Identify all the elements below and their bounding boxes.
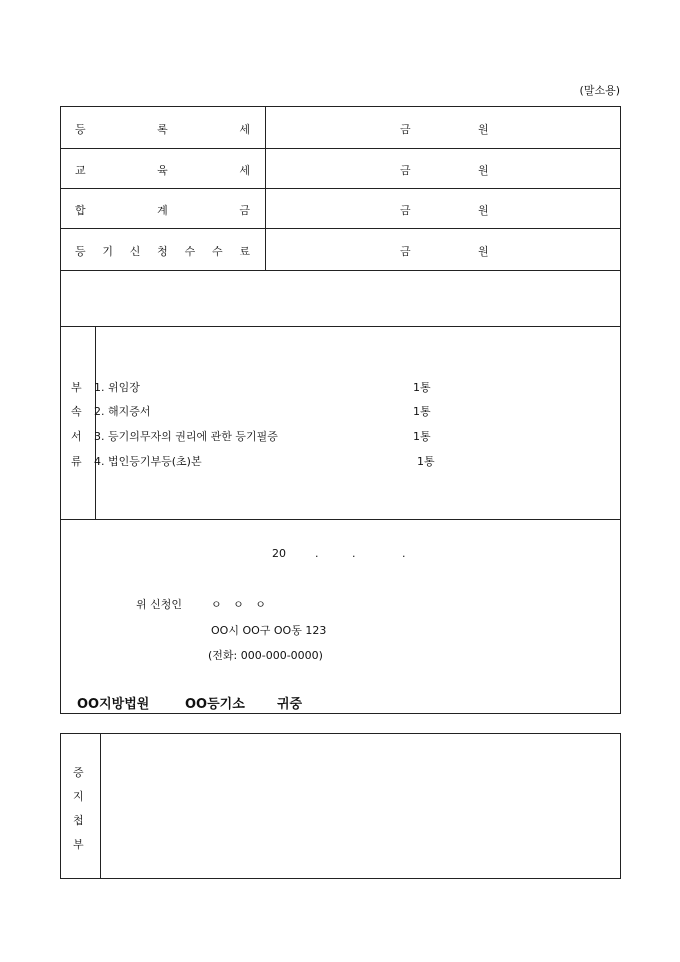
amount-unit: 원: [478, 164, 489, 177]
registry-office: OO등기소: [185, 697, 245, 712]
amount-unit: 원: [478, 123, 489, 136]
amount-prefix: 금: [400, 204, 411, 217]
addressee: 귀중: [277, 697, 303, 712]
applicant-label: 위 신청인: [136, 598, 183, 611]
court-name: OO지방법원: [77, 697, 150, 712]
amount-unit: 원: [478, 245, 489, 258]
fee-label: 등 기 신 청 수 수 료: [75, 245, 250, 258]
amount-prefix: 금: [400, 123, 411, 136]
amount-prefix: 금: [400, 245, 411, 258]
stamp-attachment-box: [60, 733, 621, 879]
amount-prefix: 금: [400, 164, 411, 177]
applicant-name: ㅇ ㅇ ㅇ: [211, 598, 266, 611]
fee-label: 합 계 금: [75, 204, 250, 217]
applicant-phone: (전화: 000-000-0000): [208, 649, 323, 662]
fee-label: 교 육 세: [75, 164, 250, 177]
applicant-address: OO시 OO구 OO동 123: [211, 624, 327, 637]
fee-label: 등 록 세: [75, 123, 250, 136]
amount-unit: 원: [478, 204, 489, 217]
copy-note: (말소용): [579, 84, 620, 97]
